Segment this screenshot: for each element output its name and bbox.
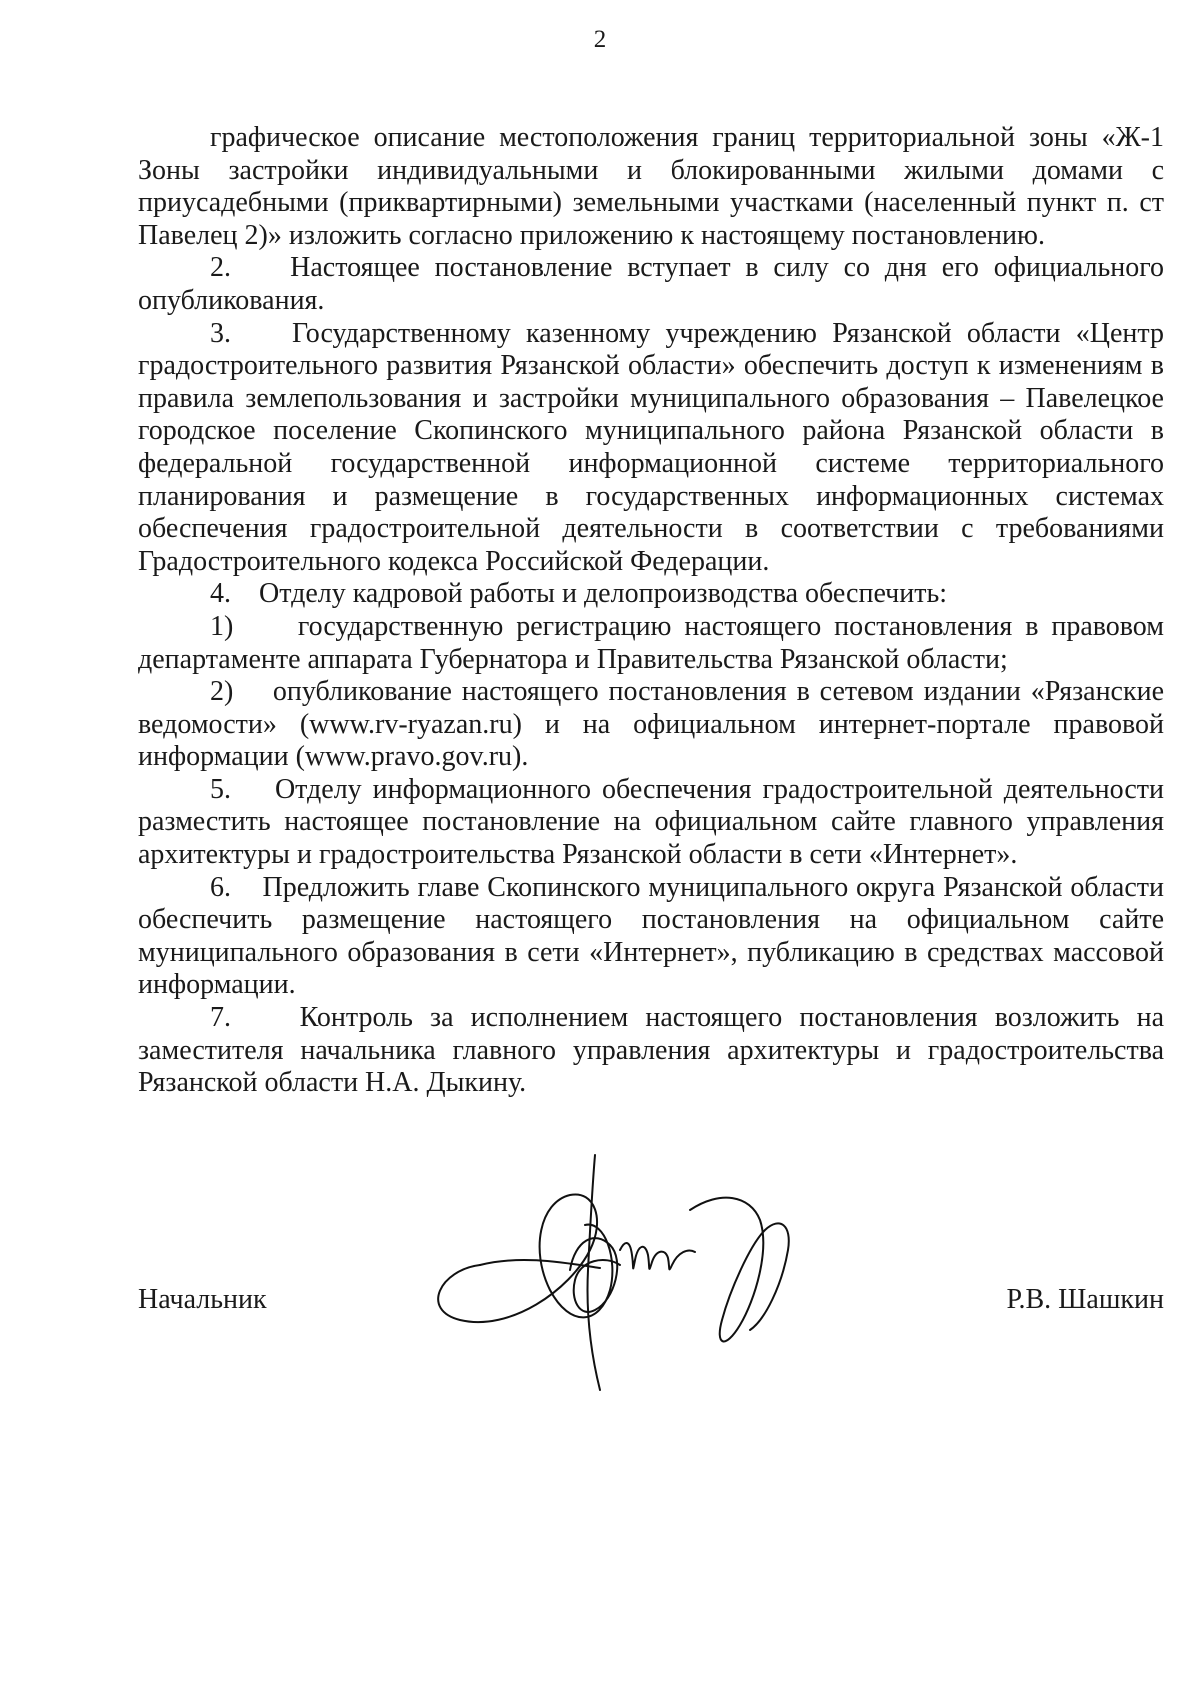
paragraph-item-2: 2. Настоящее постановление вступает в силу со дня его официального опубликования. xyxy=(138,252,1164,316)
paragraph-item-3: 3. Государственному казенному учреждению Рязанской области «Центр градостроительного развития Рязанской области» обеспечить доступ к изменениям в правила землепользования и застройки муниципального образования – Павелецкое городское поселение Скопинского муниципального района Рязанской области в федеральной государственной информационной системе территориального планирования и размещение в государственных информационных системах обеспечения градостроительной деятельности в соответствии с требованиями Градостроительного кодекса Российской Федерации. xyxy=(138,317,1164,577)
document-body xyxy=(138,122,1164,1100)
paragraph-item-4-2: 2) опубликование настоящего постановления в сетевом издании «Рязанские ведомости» (www.rv-ryazan.ru) и на официальном интернет-портале правовой информации (www.pravo.gov.ru). xyxy=(138,676,1164,773)
signatory-name: Р.В. Шашкин xyxy=(1006,1284,1164,1315)
paragraph-item-6: 6. Предложить главе Скопинского муниципального округа Рязанской области обеспечить размещение настоящего постановления на официальном сайте муниципального образования в сети «Интернет», публикацию в средствах массовой информации. xyxy=(138,871,1164,1001)
signatory-position: Начальник xyxy=(138,1284,267,1315)
signature-block xyxy=(138,1284,1164,1324)
paragraph-zone-description: графическое описание местоположения границ территориальной зоны «Ж-1 Зоны застройки индивидуальными и блокированными жилыми домами с приусадебными (приквартирными) земельными участками (населенный пункт п. ст Павелец 2)» изложить согласно приложению к настоящему постановлению. xyxy=(138,122,1164,251)
paragraph-item-7: 7. Контроль за исполнением настоящего постановления возложить на заместителя начальника главного управления архитектуры и градостроительства Рязанской области Н.А. Дыкину. xyxy=(138,1002,1164,1099)
paragraph-item-5: 5. Отделу информационного обеспечения градостроительной деятельности разместить настоящее постановление на официальном сайте главного управления архитектуры и градостроительства Рязанской области в сети «Интернет». xyxy=(138,773,1164,871)
page-number: 2 xyxy=(593,26,607,53)
paragraph-item-4: 4. Отделу кадровой работы и делопроизводства обеспечить: xyxy=(210,578,948,610)
paragraph-item-4-1: 1) государственную регистрацию настоящего постановления в правовом департаменте аппарата Губернатора и Правительства Рязанской области; xyxy=(138,610,1164,675)
